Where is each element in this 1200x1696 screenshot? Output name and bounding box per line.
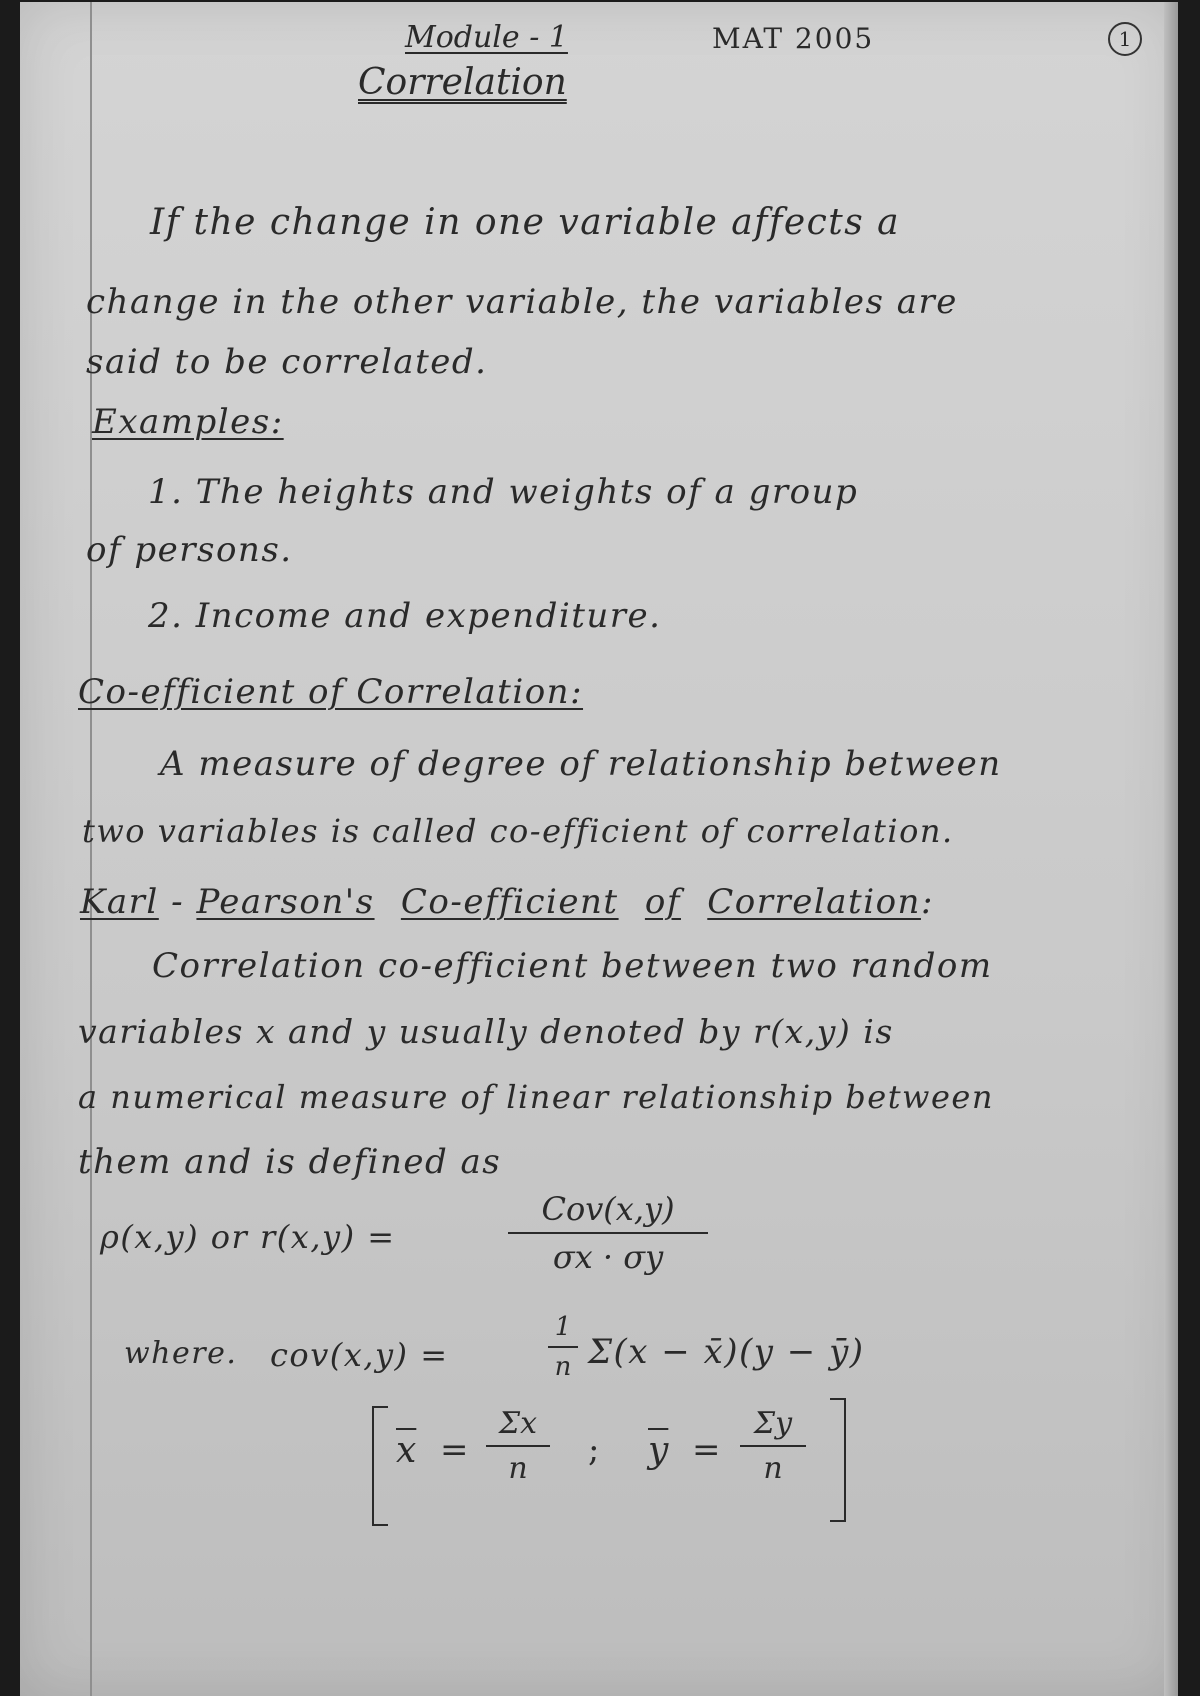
fraction-bar — [508, 1232, 708, 1234]
xbar-numerator: Σx — [498, 1406, 538, 1441]
module-label: Module - 1 — [405, 20, 568, 55]
cov-lhs: cov(x,y) = — [270, 1336, 449, 1374]
page-title: Correlation — [358, 62, 567, 103]
karl-pearson-heading — [80, 882, 934, 922]
coefficient-line-1: A measure of degree of relationship between — [160, 744, 1002, 784]
left-bracket — [372, 1406, 388, 1526]
ybar-fraction-bar — [740, 1445, 806, 1447]
one-over-n-numerator: 1 — [554, 1312, 572, 1342]
heading-dash: - — [171, 882, 185, 922]
example-2: 2. Income and expenditure. — [148, 596, 662, 636]
xbar-fraction-bar — [486, 1445, 550, 1447]
xbar-fraction — [486, 1406, 550, 1486]
xbar-equals: = — [440, 1430, 469, 1470]
cov-sum-expression: Σ(x − x̄)(y − ȳ) — [588, 1332, 865, 1372]
intro-line-2: change in the other variable, the variables are — [86, 282, 958, 322]
coefficient-heading: Co-efficient of Correlation: — [78, 672, 584, 712]
intro-line-1: If the change in one variable affects a — [150, 202, 901, 243]
formula-denominator: σx · σy — [552, 1238, 664, 1276]
ybar-equals: = — [692, 1430, 721, 1470]
coefficient-line-2: two variables is called co-efficient of correlation. — [82, 812, 954, 850]
course-code: MAT 2005 — [712, 22, 875, 55]
ybar-fraction — [740, 1406, 806, 1486]
page-number-badge: 1 — [1108, 22, 1142, 56]
examples-heading: Examples: — [92, 402, 284, 442]
intro-line-3: said to be correlated. — [86, 342, 488, 382]
mean-separator: ; — [588, 1430, 600, 1470]
formula-numerator: Cov(x,y) — [541, 1190, 675, 1228]
ybar-denominator: n — [763, 1451, 783, 1486]
notebook-page — [20, 2, 1178, 1696]
example-1-line-1: 1. The heights and weights of a group — [148, 472, 859, 512]
heading-of: of — [644, 882, 681, 922]
heading-coefficient: Co-efficient — [400, 882, 619, 922]
ybar-numerator: Σy — [753, 1406, 793, 1441]
one-over-n — [548, 1312, 578, 1382]
heading-pearson: Pearson's — [196, 882, 375, 922]
ybar-symbol: $\overline{y}$ — [648, 1430, 669, 1471]
one-over-n-denominator: n — [554, 1352, 572, 1382]
xbar-symbol: $\overline{x}$ — [396, 1430, 417, 1471]
heading-karl: Karl — [80, 882, 159, 922]
heading-colon: : — [920, 882, 934, 922]
formula-fraction — [508, 1190, 708, 1276]
pearson-line-1: Correlation co-efficient between two random — [152, 946, 993, 986]
heading-correlation: Correlation — [707, 882, 921, 922]
pearson-line-3: a numerical measure of linear relationship between — [78, 1078, 994, 1116]
formula-lhs: ρ(x,y) or r(x,y) = — [100, 1218, 396, 1256]
pearson-line-4: them and is defined as — [78, 1142, 502, 1182]
xbar-denominator: n — [508, 1451, 528, 1486]
example-1-line-2: of persons. — [86, 530, 293, 570]
one-over-n-bar — [548, 1346, 578, 1348]
right-bracket — [830, 1398, 846, 1522]
pearson-line-2: variables x and y usually denoted by r(x,y) is — [78, 1012, 894, 1051]
page-edge — [1164, 2, 1178, 1696]
where-label: where. — [124, 1336, 238, 1371]
